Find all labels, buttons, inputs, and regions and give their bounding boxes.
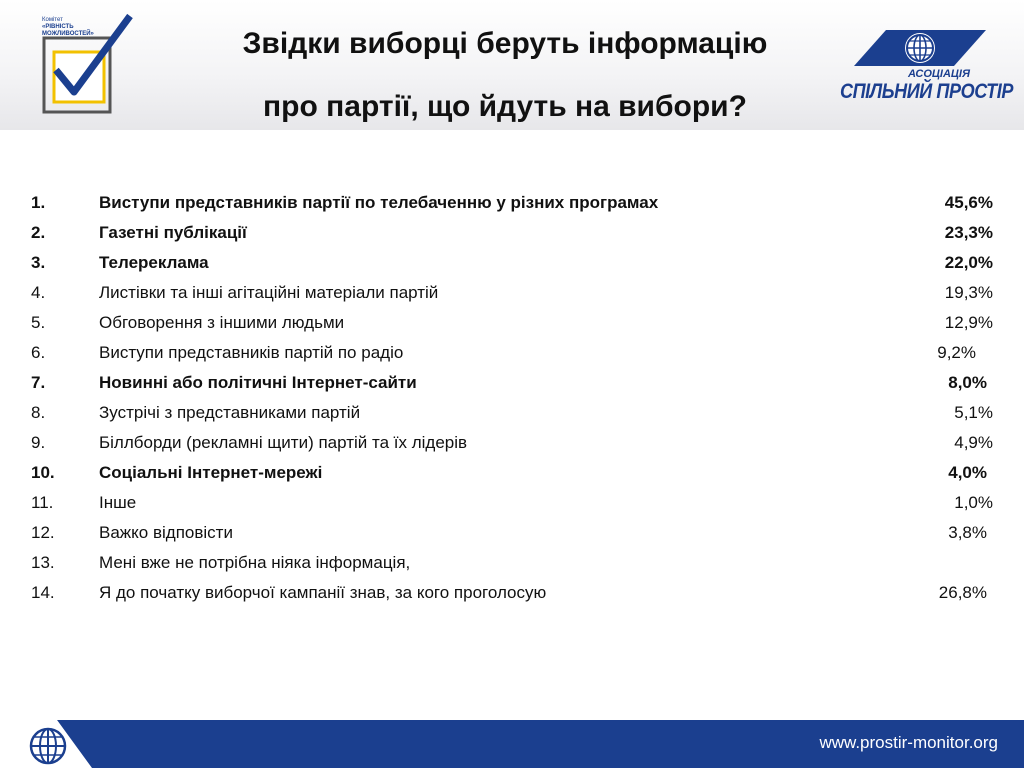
- item-label: Важко відповісти: [99, 523, 233, 542]
- right-logo-text-1: АСОЦІАЦІЯ: [908, 68, 971, 80]
- item-number: 13.: [31, 553, 55, 572]
- item-number: 9.: [31, 433, 46, 452]
- item-percentage: 5,1%: [954, 403, 993, 422]
- item-number: 10.: [31, 463, 55, 482]
- page-title: [160, 20, 850, 131]
- item-number: 7.: [31, 373, 46, 392]
- item-label: Мені вже не потрібна ніяка інформація,: [99, 553, 411, 572]
- item-percentage: 12,9%: [944, 313, 993, 332]
- list-item: [0, 188, 1024, 218]
- item-number: 8.: [31, 403, 46, 422]
- item-label: Зустрічі з представниками партій: [99, 403, 361, 422]
- item-label: Соціальні Інтернет-мережі: [99, 463, 323, 482]
- list-item: [0, 518, 1024, 548]
- list-item: [0, 458, 1024, 488]
- list-item: [0, 428, 1024, 458]
- item-label: Новинні або політичні Інтернет-сайти: [99, 373, 417, 392]
- left-logo-text-3: МОЖЛИВОСТЕЙ»: [42, 31, 94, 37]
- left-logo-text-1: Комітет: [42, 17, 63, 23]
- item-label: Листівки та інші агітаційні матеріали партій: [99, 283, 439, 302]
- item-number: 2.: [31, 223, 46, 242]
- list-item: [0, 308, 1024, 338]
- item-number: 5.: [31, 313, 46, 332]
- item-percentage: 22,0%: [944, 253, 993, 272]
- left-logo-text-2: «РІВНІСТЬ: [42, 24, 74, 30]
- list-item: [0, 488, 1024, 518]
- title-line-1: Звідки виборці беруть інформацію: [242, 27, 768, 60]
- list-item: [0, 368, 1024, 398]
- item-label: Виступи представників партій по радіо: [99, 343, 404, 362]
- item-label: Газетні публікації: [99, 223, 247, 242]
- item-number: 4.: [31, 283, 46, 302]
- item-label: Телереклама: [99, 253, 209, 272]
- item-label: Обговорення з іншими людьми: [99, 313, 345, 332]
- item-number: 14.: [31, 583, 55, 602]
- globe-icon: [22, 724, 74, 768]
- item-percentage: 4,0%: [948, 463, 987, 482]
- item-percentage: 26,8%: [938, 583, 987, 602]
- item-percentage: 45,6%: [944, 193, 993, 212]
- list-item: [0, 248, 1024, 278]
- item-label: Біллборди (рекламні щити) партій та їх лідерів: [99, 433, 468, 452]
- list-item: [0, 278, 1024, 308]
- item-percentage: 23,3%: [944, 223, 993, 242]
- footer-link[interactable]: www.prostir-monitor.org: [819, 733, 998, 752]
- list-item: [0, 218, 1024, 248]
- association-logo: [836, 24, 1013, 108]
- item-label: Виступи представників партії по телебаченню у різних програмах: [99, 193, 659, 212]
- committee-logo: [36, 12, 136, 120]
- globe-logo-icon: [836, 24, 1000, 74]
- item-number: 3.: [31, 253, 46, 272]
- item-percentage: 4,9%: [954, 433, 993, 452]
- list-item: [0, 338, 1024, 368]
- item-label: Інше: [99, 493, 137, 512]
- title-line-2: про партії, що йдуть на вибори?: [263, 90, 747, 123]
- right-logo-text-2: СПІЛЬНИЙ ПРОСТІР: [840, 80, 1013, 103]
- item-percentage: 19,3%: [944, 283, 993, 302]
- item-label: Я до початку виборчої кампанії знав, за кого проголосую: [99, 583, 547, 602]
- item-number: 1.: [31, 193, 46, 212]
- item-percentage: 8,0%: [948, 373, 987, 392]
- list-item: [0, 398, 1024, 428]
- list-item: [0, 578, 1024, 608]
- item-percentage: 3,8%: [948, 523, 987, 542]
- item-number: 12.: [31, 523, 55, 542]
- item-percentage: 1,0%: [954, 493, 993, 512]
- sources-list: [0, 188, 1024, 608]
- item-number: 11.: [31, 493, 54, 512]
- item-percentage: 9,2%: [937, 343, 976, 362]
- item-number: 6.: [31, 343, 46, 362]
- list-item: [0, 548, 1024, 578]
